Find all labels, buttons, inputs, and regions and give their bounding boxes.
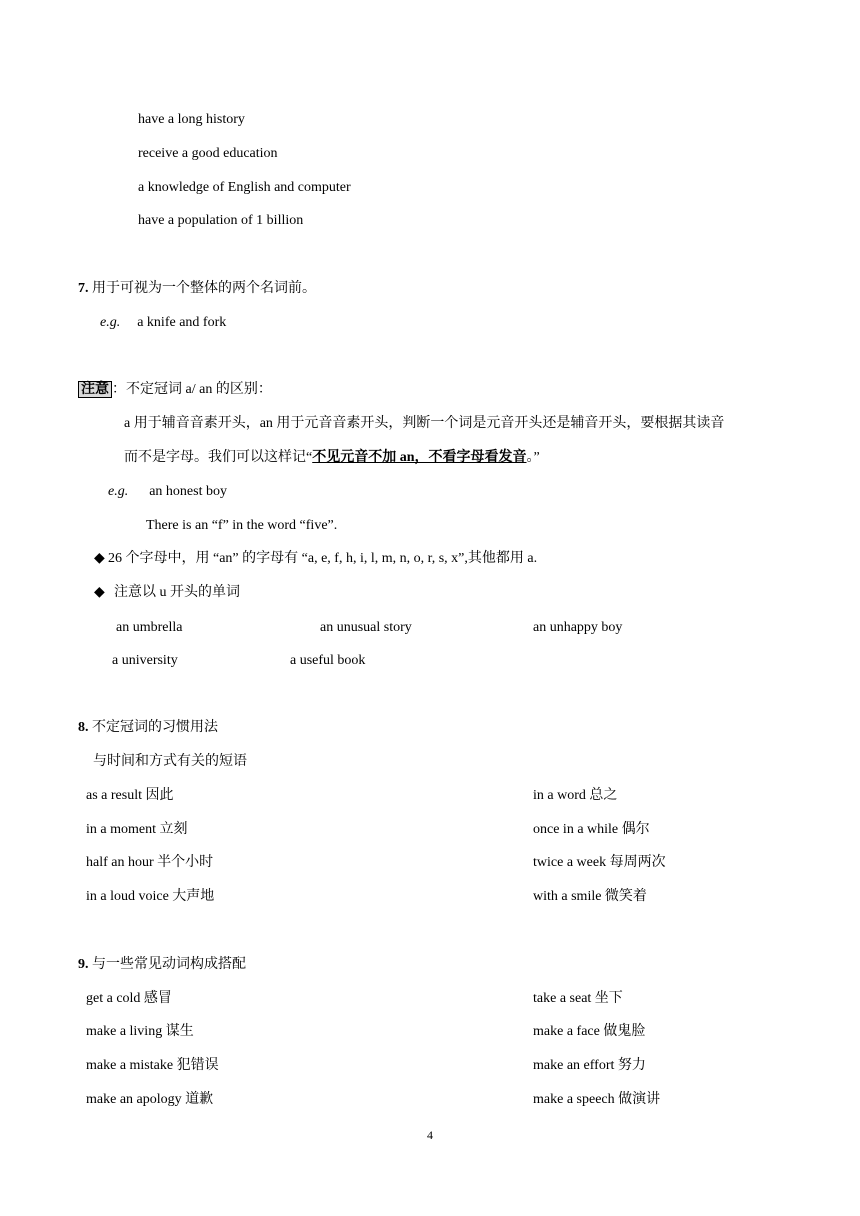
bullet-text: 26 个字母中，用 “an” 的字母有 “a, e, f, h, i, l, m, n, o, r, s, x”,其他都用 a. [108,551,538,566]
example-line [100,314,226,332]
section-9-heading [78,956,246,974]
phrase-right: with a smile 微笑着 [533,889,647,904]
diamond-bullet-icon: ◆ [94,585,105,600]
u-word: a university [112,653,178,668]
phrase-right: twice a week 每周两次 [533,855,666,870]
phrase-right: once in a while 偶尔 [533,822,650,837]
eg-label: e.g. [100,315,121,330]
phrase-left: in a loud voice 大声地 [86,889,215,904]
u-word: an unusual story [320,620,412,635]
section-number: 7. [78,281,89,296]
note-para2-post: 。” [526,450,540,465]
page-number: 4 [427,1128,433,1142]
note-heading-text: ：不定冠词 a/ an 的区别： [112,382,272,397]
example-text: an honest boy [149,484,227,499]
section-title: 用于可视为一个整体的两个名词前。 [92,281,316,296]
phrase-right: make an effort 努力 [533,1058,646,1073]
u-word: an umbrella [116,620,183,635]
phrase-item: a knowledge of English and computer [138,180,351,195]
u-word: a useful book [290,653,366,668]
phrase-left: make a living 谋生 [86,1024,194,1039]
example-line [108,483,227,501]
phrase-left: in a moment 立刻 [86,822,188,837]
note-paragraph-2 [124,449,540,467]
section-number: 8. [78,720,89,735]
example-text-2: There is an “f” in the word “five”. [146,518,338,533]
diamond-bullet-icon: ◆ [94,551,105,566]
note-para2-pre: 而不是字母。我们可以这样记“ [124,450,313,465]
note-paragraph-1: a 用于辅音音素开头，an 用于元音音素开头，判断一个词是元音开头还是辅音开头，要根据其读音 [124,416,725,431]
phrase-right: make a face 做鬼脸 [533,1024,646,1039]
section-title: 与一些常见动词构成搭配 [92,957,246,972]
bullet-item [94,584,240,602]
example-text: a knife and fork [137,315,227,330]
section-subtitle: 与时间和方式有关的短语 [93,754,247,769]
mnemonic-text: 不见元音不加 an，不看字母看发音 [312,450,527,465]
phrase-right: in a word 总之 [533,788,618,803]
section-8-heading [78,719,218,737]
section-title: 不定冠词的习惯用法 [92,720,218,735]
phrase-right: take a seat 坐下 [533,991,623,1006]
bullet-item [94,550,537,568]
eg-label: e.g. [108,484,129,499]
bullet-text: 注意以 u 开头的单词 [114,585,240,600]
phrase-item: receive a good education [138,146,278,161]
phrase-left: make an apology 道歉 [86,1092,214,1107]
note-heading [78,381,272,399]
phrase-left: half an hour 半个小时 [86,855,214,870]
section-7-heading [78,280,316,298]
section-number: 9. [78,957,89,972]
phrase-left: get a cold 感冒 [86,991,172,1006]
phrase-left: make a mistake 犯错误 [86,1058,219,1073]
phrase-item: have a long history [138,112,245,127]
phrase-left: as a result 因此 [86,788,174,803]
note-label: 注意 [78,381,112,398]
phrase-right: make a speech 做演讲 [533,1092,661,1107]
u-word: an unhappy boy [533,620,623,635]
phrase-item: have a population of 1 billion [138,213,304,228]
